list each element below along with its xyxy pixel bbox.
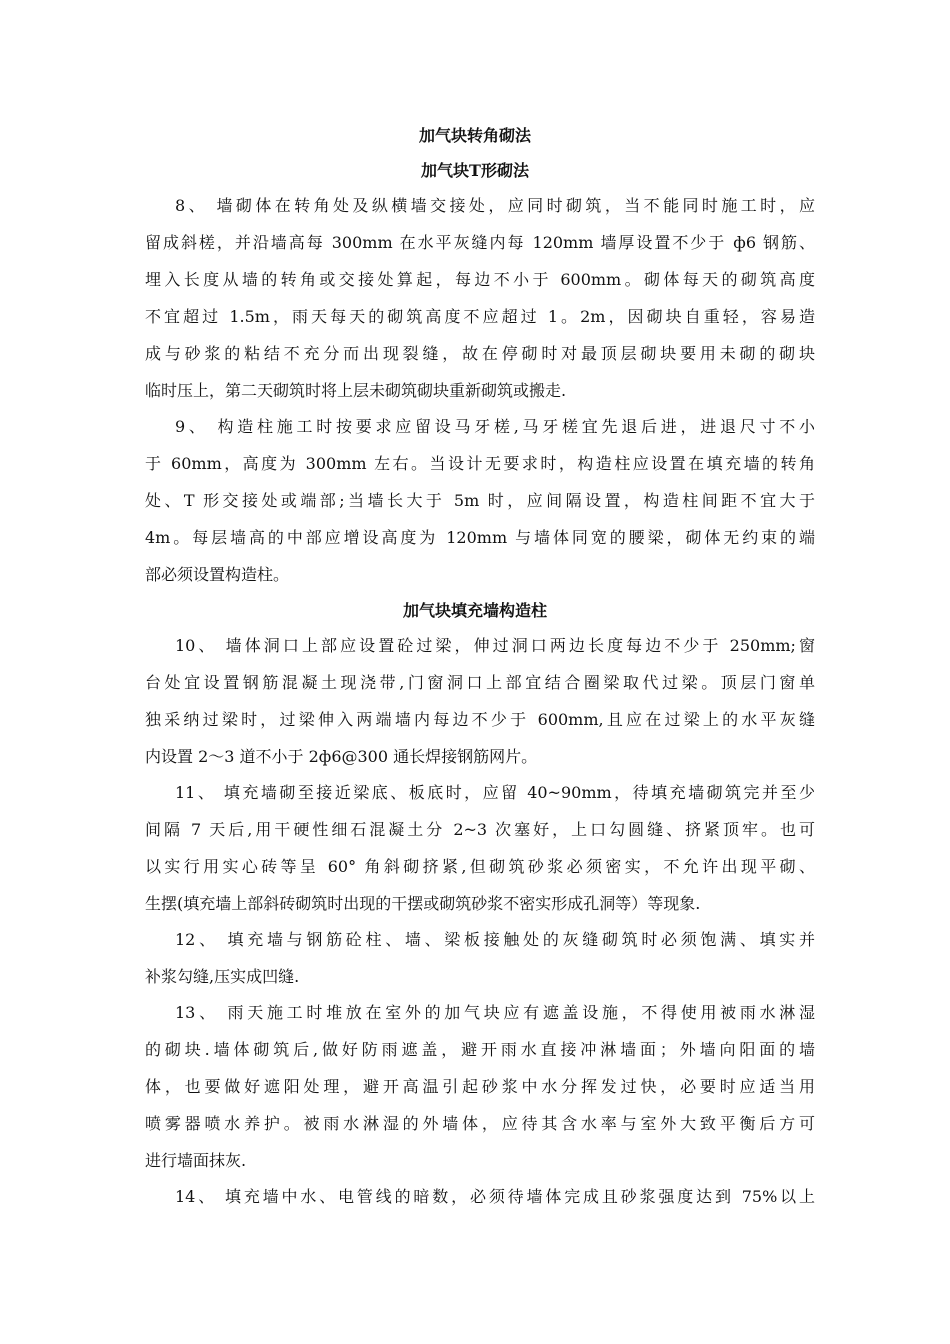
text-line: 成与砂浆的粘结不充分而出现裂缝，故在停砌时对最顶层砌块要用未砌的砌块 [145, 344, 815, 363]
text-line: 间隔 7 天后,用干硬性细石混凝土分 2~3 次塞好，上口勾圆缝、挤紧顶牢。也可 [145, 820, 815, 839]
text-line: 处、T 形交接处或端部;当墙长大于 5m 时，应间隔设置，构造柱间距不宜大于 [145, 491, 815, 510]
text-line: 台处宜设置钢筋混凝土现浇带,门窗洞口上部宜结合圈梁取代过梁。顶层门窗单 [145, 673, 815, 692]
text-line: 埋入长度从墙的转角或交接处算起，每边不小于 600mm。砌体每天的砌筑高度 [145, 270, 815, 289]
text-line: 喷雾器喷水养护。被雨水淋湿的外墙体，应待其含水率与室外大致平衡后方可 [145, 1114, 815, 1133]
text-line: 10、 墙体洞口上部应设置砼过梁，伸过洞口两边长度每边不少于 250mm;窗 [175, 636, 815, 655]
text-line: 进行墙面抹灰. [145, 1151, 247, 1170]
caption-corner-masonry: 加气块转角砌法 [418, 126, 531, 145]
text-line: 8、 墙砌体在转角处及纵横墙交接处，应同时砌筑，当不能同时施工时，应 [175, 196, 815, 215]
text-line: 补浆勾缝,压实成凹缝. [145, 967, 300, 986]
caption-infill-column: 加气块填充墙构造柱 [402, 601, 547, 620]
text-line: 独采纳过梁时，过梁伸入两端墙内每边不少于 600mm,且应在过梁上的水平灰缝 [145, 710, 815, 729]
text-line: 生摆(填充墙上部斜砖砌筑时出现的干摆或砌筑砂浆不密实形成孔洞等）等现象. [145, 894, 701, 913]
text-line: 12、 填充墙与钢筋砼柱、墙、梁板接触处的灰缝砌筑时必须饱满、填实并 [175, 930, 815, 949]
text-line: 留成斜槎，并沿墙高每 300mm 在水平灰缝内每 120mm 墙厚设置不少于 ф6 钢筋、 [145, 233, 815, 252]
text-line: 4m。每层墙高的中部应增设高度为 120mm 与墙体同宽的腰梁，砌体无约束的端 [145, 528, 815, 547]
text-line: 不宜超过 1.5m，雨天每天的砌筑高度不应超过 1。2m，因砌块自重轻，容易造 [145, 307, 815, 326]
text-line: 14、 填充墙中水、电管线的暗数，必须待墙体完成且砂浆强度达到 75%以上 [175, 1187, 815, 1206]
caption-t-masonry: 加气块T形砌法 [421, 161, 529, 180]
text-line: 13、 雨天施工时堆放在室外的加气块应有遮盖设施，不得使用被雨水淋湿 [175, 1003, 815, 1022]
text-line: 内设置 2～3 道不小于 2ф6@300 通长焊接钢筋网片。 [145, 747, 538, 766]
text-line: 体，也要做好遮阳处理，避开高温引起砂浆中水分挥发过快，必要时应适当用 [145, 1077, 815, 1096]
text-line: 的砌块.墙体砌筑后,做好防雨遮盖，避开雨水直接冲淋墙面；外墙向阳面的墙 [145, 1040, 815, 1059]
text-line: 部必须设置构造柱。 [145, 565, 290, 584]
text-line: 9、 构造柱施工时按要求应留设马牙槎,马牙槎宜先退后进，进退尺寸不小 [175, 417, 815, 436]
text-line: 于 60mm，高度为 300mm 左右。当设计无要求时，构造柱应设置在填充墙的转角 [145, 454, 815, 473]
text-line: 以实行用实心砖等呈 60° 角斜砌挤紧,但砌筑砂浆必须密实，不允许出现平砌、 [145, 857, 815, 876]
text-line: 11、 填充墙砌至接近梁底、板底时，应留 40~90mm，待填充墙砌筑完并至少 [175, 783, 815, 802]
text-line: 临时压上，第二天砌筑时将上层未砌筑砌块重新砌筑或搬走. [145, 381, 567, 400]
